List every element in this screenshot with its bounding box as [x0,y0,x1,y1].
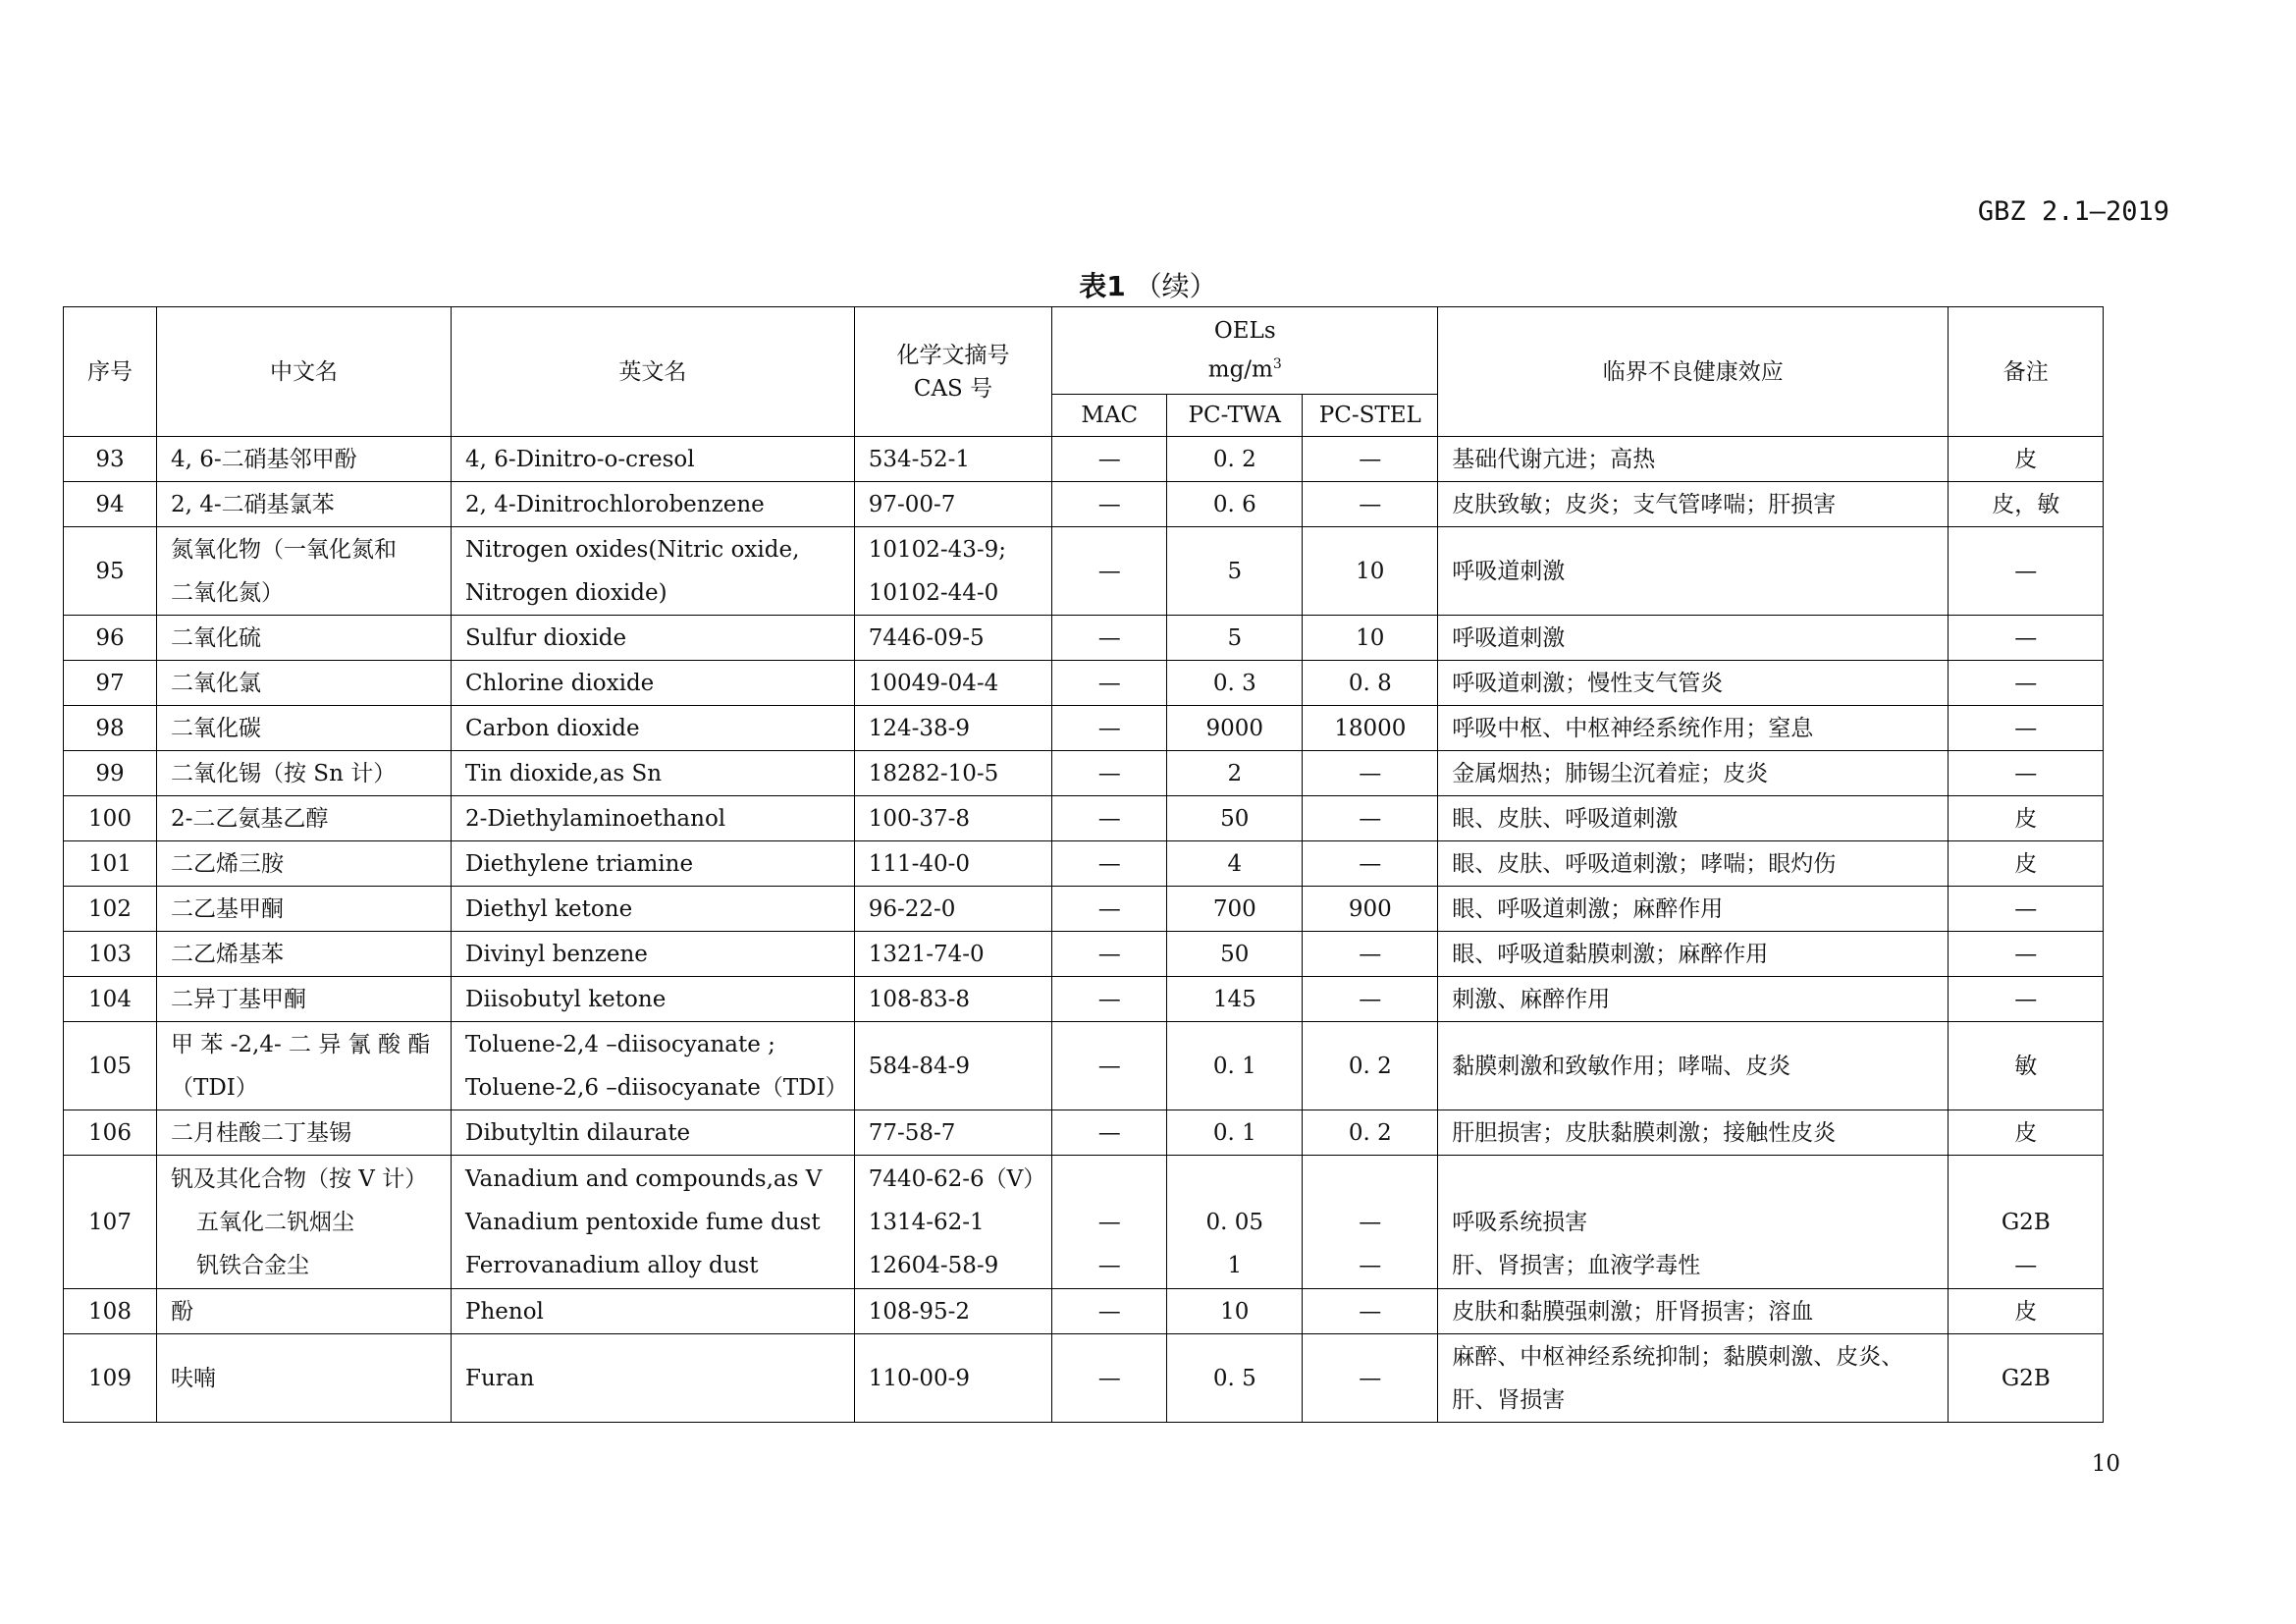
cell-pctwa: 0. 5 [1167,1334,1303,1423]
cell-pctwa: 9000 [1167,706,1303,751]
cell-cas-line: 10102-43-9; [868,536,1007,563]
cell-seq: 108 [64,1289,157,1334]
cell-mac: — [1052,616,1167,661]
cell-effect: 眼、皮肤、呼吸道刺激 [1438,796,1949,841]
cell-seq: 102 [64,887,157,932]
cell-effect: 呼吸道刺激 [1438,527,1949,616]
cell-pcstel: — [1303,932,1438,977]
cell-mac: — [1052,1110,1167,1156]
cell-effect [1438,1334,1949,1423]
cell-seq: 99 [64,751,157,796]
cell-en-name-line: Toluene-2,4 –diisocyanate ; [465,1031,775,1057]
cell-seq: 94 [64,482,157,527]
cell-en-name: Chlorine dioxide [452,661,855,706]
cell-effect-line [1452,1158,1942,1201]
table-row [64,482,2104,527]
cell-en-name [452,1156,855,1289]
header-cas-line2: CAS 号 [913,375,993,402]
table-row [64,1022,2104,1110]
cell-note: 皮 [1949,1289,2104,1334]
header-pctwa: PC-TWA [1167,395,1303,437]
cell-note: — [1949,661,2104,706]
cell-mac: — [1052,482,1167,527]
cell-cn-name-line: 氮氧化物（一氧化氮和 [171,536,397,563]
cell-cn-name-line: 钒及其化合物（按 V 计） [171,1165,428,1192]
cell-pctwa: 50 [1167,932,1303,977]
cell-cn-name: 呋喃 [157,1334,452,1423]
cell-effect: 刺激、麻醉作用 [1438,977,1949,1022]
cell-mac: — [1052,1334,1167,1423]
cell-pcstel: — [1303,977,1438,1022]
cell-pctwa: 5 [1167,616,1303,661]
cell-cas-line: 7440-62-6（V） [868,1165,1046,1192]
cell-pctwa: 4 [1167,841,1303,887]
cell-en-name: Dibutyltin dilaurate [452,1110,855,1156]
cell-cas: 77-58-7 [854,1110,1052,1156]
cell-mac: — [1052,841,1167,887]
cell-pcstel: 10 [1303,616,1438,661]
cell-pcstel-line: — [1359,1209,1382,1235]
cell-cas: 108-83-8 [854,977,1052,1022]
cell-effect [1438,1156,1949,1289]
cell-seq: 95 [64,527,157,616]
cell-en-name-line: Ferrovanadium alloy dust [465,1252,759,1278]
cell-cn-name: 二氧化硫 [157,616,452,661]
cell-pcstel-line: — [1359,1252,1382,1278]
cell-en-name: Phenol [452,1289,855,1334]
cell-en-name [452,527,855,616]
cell-cn-name: 4, 6-二硝基邻甲酚 [157,437,452,482]
cell-pctwa: 10 [1167,1289,1303,1334]
cell-pcstel: — [1303,841,1438,887]
cell-effect-line: 呼吸系统损害 [1452,1209,1588,1235]
cell-pctwa-line: 1 [1227,1252,1243,1278]
cell-cn-name [157,1022,452,1110]
cell-pcstel: 0. 8 [1303,661,1438,706]
cell-cas: 100-37-8 [854,796,1052,841]
cell-mac: — [1052,437,1167,482]
table-row [64,437,2104,482]
cell-en-name: Sulfur dioxide [452,616,855,661]
table-title [0,265,2296,304]
table-row [64,887,2104,932]
cell-en-name-line: Vanadium pentoxide fume dust [465,1209,821,1235]
table-title-continued: （续） [1125,270,1217,302]
cell-pcstel: 0. 2 [1303,1022,1438,1110]
cell-en-name: Divinyl benzene [452,932,855,977]
cell-pctwa: 0. 6 [1167,482,1303,527]
cell-pctwa: 0. 3 [1167,661,1303,706]
cell-effect: 呼吸中枢、中枢神经系统作用；窒息 [1438,706,1949,751]
table-row [64,932,2104,977]
cell-cn-name: 二氧化锡（按 Sn 计） [157,751,452,796]
cell-en-name: Diisobutyl ketone [452,977,855,1022]
cell-cn-name: 2, 4-二硝基氯苯 [157,482,452,527]
cell-seq: 109 [64,1334,157,1423]
table-row [64,616,2104,661]
cell-seq: 98 [64,706,157,751]
cell-effect: 皮肤致敏；皮炎；支气管哮喘；肝损害 [1438,482,1949,527]
cell-mac: — [1052,706,1167,751]
header-seq: 序号 [64,307,157,437]
cell-mac: — [1052,1022,1167,1110]
cell-pcstel: 18000 [1303,706,1438,751]
cell-en-name: Diethyl ketone [452,887,855,932]
cell-en-name: 2, 4-Dinitrochlorobenzene [452,482,855,527]
cell-pctwa-line [1173,1158,1296,1201]
cell-en-name: Carbon dioxide [452,706,855,751]
cell-en-name: 4, 6-Dinitro-o-cresol [452,437,855,482]
cell-note: 皮，敏 [1949,482,2104,527]
cell-pctwa: 5 [1167,527,1303,616]
cell-effect: 眼、呼吸道黏膜刺激；麻醉作用 [1438,932,1949,977]
cell-pctwa: 145 [1167,977,1303,1022]
cell-pcstel: — [1303,751,1438,796]
cell-cas-line: 10102-44-0 [868,579,999,606]
cell-note-line: G2B [2001,1209,2051,1235]
table-row [64,796,2104,841]
cell-note: — [1949,932,2104,977]
cell-cas: 110-00-9 [854,1334,1052,1423]
table-row [64,1289,2104,1334]
cell-effect: 金属烟热；肺锡尘沉着症；皮炎 [1438,751,1949,796]
cell-note: — [1949,751,2104,796]
cell-note-line: — [2014,1252,2038,1278]
cell-cas-line: 12604-58-9 [868,1252,999,1278]
cell-cn-name: 二乙烯三胺 [157,841,452,887]
cell-cn-name-line: （TDI） [171,1074,258,1101]
cell-note: — [1949,527,2104,616]
cell-pctwa [1167,1156,1303,1289]
cell-cn-name: 二异丁基甲酮 [157,977,452,1022]
table-row [64,527,2104,616]
cell-note: G2B [1949,1334,2104,1423]
cell-pctwa: 50 [1167,796,1303,841]
cell-note: 皮 [1949,841,2104,887]
cell-pctwa: 0. 1 [1167,1022,1303,1110]
cell-effect: 基础代谢亢进；高热 [1438,437,1949,482]
cell-mac-line: — [1097,1252,1121,1278]
cell-pcstel: 10 [1303,527,1438,616]
cell-seq: 101 [64,841,157,887]
cell-mac: — [1052,977,1167,1022]
cell-mac: — [1052,887,1167,932]
header-cas [854,307,1052,437]
cell-seq: 106 [64,1110,157,1156]
table-title-number: 表1 [1079,270,1126,302]
cell-note [1949,1156,2104,1289]
cell-en-name: Tin dioxide,as Sn [452,751,855,796]
cell-mac: — [1052,661,1167,706]
cell-note-line [1954,1158,2097,1201]
cell-pcstel: — [1303,1289,1438,1334]
cell-cas [854,1156,1052,1289]
cell-en-name-line: Toluene-2,6 –diisocyanate（TDI） [465,1074,848,1101]
cell-effect: 呼吸道刺激；慢性支气管炎 [1438,661,1949,706]
cell-pctwa: 0. 1 [1167,1110,1303,1156]
table-row [64,977,2104,1022]
cell-seq: 96 [64,616,157,661]
cell-note: 皮 [1949,796,2104,841]
header-note: 备注 [1949,307,2104,437]
cell-seq: 97 [64,661,157,706]
cell-note: 皮 [1949,1110,2104,1156]
cell-cas [854,527,1052,616]
cell-cas: 124-38-9 [854,706,1052,751]
cell-mac-line [1058,1158,1160,1201]
table-row [64,706,2104,751]
cell-seq: 103 [64,932,157,977]
header-en-name: 英文名 [452,307,855,437]
cell-cas: 97-00-7 [854,482,1052,527]
cell-cas: 534-52-1 [854,437,1052,482]
cell-cas: 96-22-0 [854,887,1052,932]
cell-pcstel: — [1303,796,1438,841]
cell-note: — [1949,887,2104,932]
cell-effect: 黏膜刺激和致敏作用；哮喘、皮炎 [1438,1022,1949,1110]
cell-mac: — [1052,1289,1167,1334]
cell-note: — [1949,977,2104,1022]
cell-cn-name: 二氧化氯 [157,661,452,706]
table-row [64,1156,2104,1289]
cell-effect: 眼、皮肤、呼吸道刺激；哮喘；眼灼伤 [1438,841,1949,887]
cell-cn-name: 二乙基甲酮 [157,887,452,932]
cell-cas-line: 1314-62-1 [868,1209,985,1235]
cell-cn-name: 二氧化碳 [157,706,452,751]
cell-effect: 皮肤和黏膜强刺激；肝肾损害；溶血 [1438,1289,1949,1334]
cell-note: — [1949,706,2104,751]
cell-cas: 18282-10-5 [854,751,1052,796]
cell-en-name: Furan [452,1334,855,1423]
cell-pcstel: 900 [1303,887,1438,932]
table-row [64,661,2104,706]
cell-seq: 104 [64,977,157,1022]
cell-mac: — [1052,751,1167,796]
cell-effect: 肝胆损害；皮肤黏膜刺激；接触性皮炎 [1438,1110,1949,1156]
cell-cn-name: 酚 [157,1289,452,1334]
cell-effect-line: 肝、肾损害 [1452,1386,1566,1413]
cell-note: — [1949,616,2104,661]
cell-pctwa: 700 [1167,887,1303,932]
header-oels [1052,307,1438,395]
cell-pctwa: 0. 2 [1167,437,1303,482]
header-oels-unit: $mg/m^3$ [1207,356,1282,383]
cell-pctwa-line: 0. 05 [1205,1209,1264,1235]
cell-cn-name-line: 钒铁合金尘 [196,1252,309,1278]
cell-en-name-line: Nitrogen oxides(Nitric oxide, [465,536,800,563]
cell-en-name-line: Nitrogen dioxide) [465,579,667,606]
cell-pcstel [1303,1156,1438,1289]
cell-cas: 108-95-2 [854,1289,1052,1334]
cell-effect: 眼、呼吸道刺激；麻醉作用 [1438,887,1949,932]
header-cas-line1: 化学文摘号 [896,342,1010,368]
cell-cas: 1321-74-0 [854,932,1052,977]
cell-mac-line: — [1097,1209,1121,1235]
cell-effect-line: 肝、肾损害；血液学毒性 [1452,1252,1701,1278]
cell-seq: 100 [64,796,157,841]
cell-en-name: 2-Diethylaminoethanol [452,796,855,841]
cell-en-name-line: Vanadium and compounds,as V [465,1165,823,1192]
cell-mac: — [1052,932,1167,977]
cell-mac [1052,1156,1167,1289]
table-row [64,841,2104,887]
header-mac: MAC [1052,395,1167,437]
cell-cas: 584-84-9 [854,1022,1052,1110]
cell-cn-name-line: 五氧化二钒烟尘 [196,1209,354,1235]
document-code: GBZ 2.1—2019 [1977,196,2169,227]
table-row [64,1334,2104,1423]
cell-seq: 105 [64,1022,157,1110]
cell-mac: — [1052,796,1167,841]
cell-note: 敏 [1949,1022,2104,1110]
table-row [64,1110,2104,1156]
cell-effect-line: 麻醉、中枢神经系统抑制；黏膜刺激、皮炎、 [1452,1343,1904,1370]
cell-cn-name [157,527,452,616]
cell-en-name [452,1022,855,1110]
cell-pcstel: — [1303,1334,1438,1423]
table-row [64,751,2104,796]
cell-pctwa: 2 [1167,751,1303,796]
cell-seq: 93 [64,437,157,482]
cell-pcstel-line [1308,1158,1431,1201]
cell-cn-name-line: 二氧化氮） [171,579,284,606]
header-pcstel: PC-STEL [1303,395,1438,437]
cell-en-name: Diethylene triamine [452,841,855,887]
cell-cn-name: 二乙烯基苯 [157,932,452,977]
cell-cn-name: 2-二乙氨基乙醇 [157,796,452,841]
cell-cas: 7446-09-5 [854,616,1052,661]
cell-note: 皮 [1949,437,2104,482]
cell-pcstel: 0. 2 [1303,1110,1438,1156]
header-oels-label: OELs [1213,318,1276,345]
header-effect: 临界不良健康效应 [1438,307,1949,437]
cell-cn-name-line: 甲 苯 -2,4- 二 异 氰 酸 酯 [171,1031,431,1057]
cell-cn-name [157,1156,452,1289]
cell-pcstel: — [1303,437,1438,482]
cell-cas: 10049-04-4 [854,661,1052,706]
cell-effect: 呼吸道刺激 [1438,616,1949,661]
oel-table [63,306,2104,1423]
cell-cn-name: 二月桂酸二丁基锡 [157,1110,452,1156]
cell-cas: 111-40-0 [854,841,1052,887]
page-number: 10 [2091,1451,2120,1477]
cell-pcstel: — [1303,482,1438,527]
header-cn-name: 中文名 [157,307,452,437]
cell-mac: — [1052,527,1167,616]
cell-seq: 107 [64,1156,157,1289]
